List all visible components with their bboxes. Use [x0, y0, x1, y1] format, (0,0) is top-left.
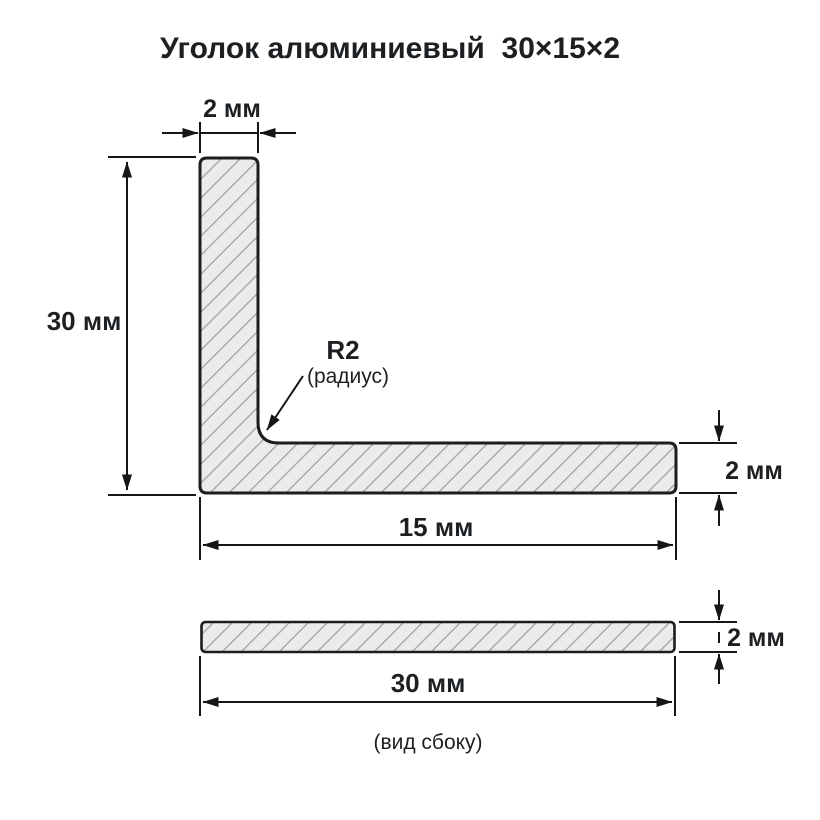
dim-left-height-label: 30 мм [46, 306, 122, 336]
side-view-caption: (вид сбоку) [373, 731, 483, 754]
dim-top-width [162, 95, 296, 153]
radius-label: R2 [326, 335, 360, 365]
side-view [200, 590, 785, 754]
side-view-bar [202, 622, 675, 652]
dim-side-length-label: 30 мм [390, 668, 466, 698]
dim-right-thickness [679, 410, 783, 526]
front-view [47, 95, 783, 560]
dim-bottom-width-label: 15 мм [398, 512, 474, 542]
angle-profile-cross-section [200, 158, 676, 493]
radius-note: (радиус) [306, 365, 390, 388]
dim-side-thickness [679, 590, 785, 684]
page-title: Уголок алюминиевый 30×15×2 [159, 32, 621, 65]
dim-left-height [47, 157, 196, 495]
dim-side-length [200, 656, 675, 716]
dim-top-width-label: 2 мм [203, 95, 261, 123]
dim-side-thickness-label: 2 мм [727, 624, 785, 652]
leader-line [267, 376, 303, 430]
dim-right-thickness-label: 2 мм [725, 457, 783, 485]
radius-callout [267, 335, 389, 430]
dim-bottom-width [200, 497, 676, 560]
